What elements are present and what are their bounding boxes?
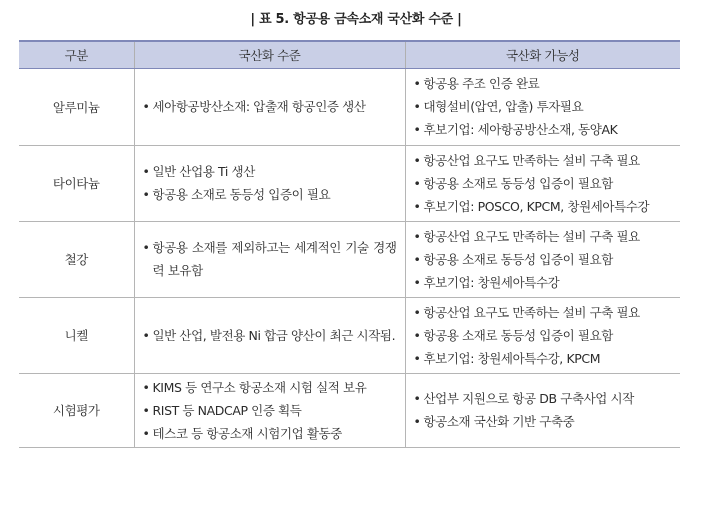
possibility-cell: [405, 145, 680, 221]
list-item: • 항공산업 요구도 만족하는 설비 구축 필요: [414, 149, 673, 172]
level-list: [135, 160, 405, 206]
list-item: • 일반 산업, 발전용 Ni 합금 양산이 최근 시작됨.: [143, 324, 397, 347]
level-list: [135, 324, 405, 347]
row-category: 타이타늄: [19, 145, 134, 221]
list-item: • 세아항공방산소재: 압출재 항공인증 생산: [143, 95, 397, 118]
list-item: • 항공용 소재로 동등성 입증이 필요함: [414, 248, 673, 271]
possibility-cell: [405, 373, 680, 447]
list-item: • 일반 산업용 Ti 생산: [143, 160, 397, 183]
level-cell: [134, 221, 405, 297]
row-category: 시험평가: [19, 373, 134, 447]
header-level: 국산화 수준: [134, 41, 405, 68]
row-category: 니켈: [19, 297, 134, 373]
level-list: [135, 95, 405, 118]
list-item: • RIST 등 NADCAP 인증 획득: [143, 399, 397, 422]
level-cell: [134, 145, 405, 221]
row-category: 철강: [19, 221, 134, 297]
possibility-list: [406, 301, 681, 370]
list-item: • 항공용 주조 인증 완료: [414, 72, 673, 95]
list-item: • 항공소재 국산화 기반 구축중: [414, 410, 673, 433]
list-item: • 항공산업 요구도 만족하는 설비 구축 필요: [414, 301, 673, 324]
possibility-cell: [405, 68, 680, 145]
level-cell: [134, 297, 405, 373]
list-item: • 항공용 소재로 동등성 입증이 필요함: [414, 324, 673, 347]
list-item: • KIMS 등 연구소 항공소재 시험 실적 보유: [143, 376, 397, 399]
possibility-list: [406, 149, 681, 218]
list-item: • 항공용 소재로 동등성 입증이 필요: [143, 183, 397, 206]
header-possibility: 국산화 가능성: [405, 41, 680, 68]
table-row: [19, 297, 680, 373]
possibility-list: [406, 387, 681, 433]
list-item: • 후보기업: 창원세아특수강: [414, 271, 673, 294]
possibility-cell: [405, 221, 680, 297]
table-caption: | 표 5. 항공용 금속소재 국산화 수준 |: [250, 12, 462, 27]
level-list: [135, 236, 405, 282]
level-cell: [134, 68, 405, 145]
localization-table: [19, 40, 680, 448]
table-row: [19, 373, 680, 447]
list-item: • 항공용 소재를 제외하고는 세계적인 기술 경쟁력 보유함: [143, 236, 397, 282]
list-item: • 후보기업: 창원세아특수강, KPCM: [414, 347, 673, 370]
table-row: [19, 221, 680, 297]
list-item: • 항공용 소재로 동등성 입증이 필요함: [414, 172, 673, 195]
list-item: • 후보기업: POSCO, KPCM, 창원세아특수강: [414, 195, 673, 218]
header-category: 구분: [19, 41, 134, 68]
list-item: • 후보기업: 세아항공방산소재, 동양AK: [414, 118, 673, 141]
table-row: [19, 68, 680, 145]
list-item: • 산업부 지원으로 항공 DB 구축사업 시작: [414, 387, 673, 410]
row-category: 알루미늄: [19, 68, 134, 145]
level-cell: [134, 373, 405, 447]
table-header-row: [19, 41, 680, 68]
list-item: • 테스코 등 항공소재 시험기업 활동중: [143, 422, 397, 445]
possibility-cell: [405, 297, 680, 373]
table-row: [19, 145, 680, 221]
list-item: • 항공산업 요구도 만족하는 설비 구축 필요: [414, 225, 673, 248]
level-list: [135, 376, 405, 445]
possibility-list: [406, 225, 681, 294]
possibility-list: [406, 72, 681, 141]
list-item: • 대형설비(압연, 압출) 투자필요: [414, 95, 673, 118]
